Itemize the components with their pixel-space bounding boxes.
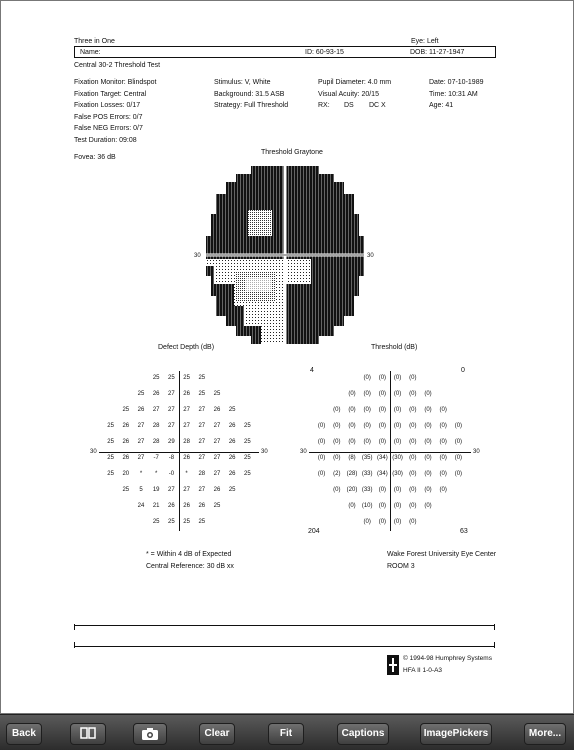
grid-cell: 27 <box>152 407 160 413</box>
grid-cell: (0) <box>333 407 341 413</box>
param: Date: 07-10-1989 <box>429 79 484 86</box>
param: Visual Acuity: 20/15 <box>318 91 379 98</box>
fit-button[interactable]: Fit <box>268 723 304 745</box>
grid-cell: (0) <box>363 407 371 413</box>
grid-cell: 26 <box>168 503 175 509</box>
param: Age: 41 <box>429 102 454 109</box>
param: Fixation Losses: 0/17 <box>74 102 141 109</box>
grid-cell: * <box>185 471 188 477</box>
grid-cell: 25 <box>107 471 114 477</box>
grid-cell: 27 <box>183 423 190 429</box>
grid-cell: 28 <box>198 471 206 477</box>
defect-axis-right: 30 <box>261 449 268 455</box>
grid-cell: 27 <box>213 439 221 445</box>
grid-cell: 26 <box>122 423 130 429</box>
grid-cell: (0) <box>424 391 432 397</box>
grid-cell: (0) <box>317 423 326 429</box>
grid-cell: 25 <box>122 487 130 493</box>
grid-cell: 26 <box>228 439 236 445</box>
grid-cell: (0) <box>424 455 432 461</box>
grid-cell: (35) <box>361 455 373 461</box>
grid-cell: -8 <box>168 455 175 461</box>
grid-cell: 20 <box>122 471 130 477</box>
grid-cell: (0) <box>409 439 417 445</box>
grid-cell: (0) <box>348 391 356 397</box>
grid-cell: 5 <box>139 487 143 493</box>
grid-cell: (0) <box>363 423 371 429</box>
copyright: © 1994-98 Humphrey Systems <box>403 655 492 662</box>
grid-cell: (0) <box>393 519 402 525</box>
grid-cell: (0) <box>424 487 432 493</box>
defect-y-axis <box>179 371 180 531</box>
grid-cell: (0) <box>409 471 417 477</box>
split-view-icon <box>80 727 96 739</box>
patient-box <box>74 46 496 58</box>
grid-cell: (0) <box>378 487 387 493</box>
grid-cell: (0) <box>393 407 402 413</box>
grid-cell: 25 <box>152 375 160 381</box>
grid-cell: (2) <box>333 471 341 477</box>
grid-cell: (0) <box>378 375 387 381</box>
grid-cell: 26 <box>183 503 190 509</box>
patient-id: ID: 60-93-15 <box>305 49 344 56</box>
grid-cell: (0) <box>409 407 417 413</box>
room-label: ROOM 3 <box>387 563 415 570</box>
grid-cell: 27 <box>137 439 145 445</box>
rx-dc: DC X <box>369 102 386 109</box>
grid-cell: (0) <box>348 439 356 445</box>
program-name: Three in One <box>74 38 115 45</box>
grid-cell: 21 <box>152 503 160 509</box>
rx-ds: DS <box>344 102 354 109</box>
param: Stimulus: V, White <box>214 79 271 86</box>
grid-cell: (0) <box>393 503 402 509</box>
grid-cell: (0) <box>439 439 447 445</box>
grid-cell: (0) <box>348 503 356 509</box>
grid-cell: (0) <box>378 519 387 525</box>
defect-title: Defect Depth (dB) <box>158 344 215 351</box>
grid-cell: (0) <box>348 407 356 413</box>
grid-cell: 26 <box>183 391 190 397</box>
grid-cell: (34) <box>377 455 388 461</box>
grid-cell: 26 <box>198 503 206 509</box>
grid-cell: (34) <box>377 471 388 477</box>
param: False POS Errors: 0/7 <box>74 114 143 121</box>
grid-cell: 25 <box>183 519 190 525</box>
grid-cell: 25 <box>183 375 190 381</box>
grid-cell: (10) <box>361 503 373 509</box>
threshold-y-axis <box>390 371 391 531</box>
grid-cell: (0) <box>409 487 417 493</box>
threshold-corner-tr: 0 <box>461 367 465 374</box>
defect-axis-left: 30 <box>90 449 97 455</box>
grid-cell: 27 <box>168 487 175 493</box>
grid-cell: (0) <box>333 423 341 429</box>
graytone-plot <box>206 166 364 344</box>
grid-cell: 25 <box>244 423 251 429</box>
grid-cell: 25 <box>244 455 251 461</box>
grid-cell: (0) <box>393 487 402 493</box>
grid-cell: (0) <box>393 439 402 445</box>
grid-cell: 25 <box>244 439 251 445</box>
split-view-button[interactable] <box>70 723 106 745</box>
grid-cell: (33) <box>361 471 373 477</box>
grid-cell: * <box>155 471 158 477</box>
grid-cell: (0) <box>424 503 432 509</box>
grid-cell: (0) <box>454 423 463 429</box>
grid-cell: (0) <box>454 471 463 477</box>
grid-cell: 25 <box>168 375 175 381</box>
legend-reference: Central Reference: 30 dB xx <box>146 563 234 570</box>
grid-cell: 25 <box>107 439 114 445</box>
grid-cell: 26 <box>137 407 145 413</box>
grid-cell: 27 <box>137 455 145 461</box>
bottom-toolbar <box>0 714 574 750</box>
grid-cell: 25 <box>198 519 206 525</box>
grid-cell: (0) <box>409 519 417 525</box>
threshold-corner-br: 63 <box>460 528 468 535</box>
threshold-corner-tl: 4 <box>310 367 314 374</box>
grid-cell: 25 <box>122 407 130 413</box>
grid-cell: 25 <box>137 391 145 397</box>
param: Pupil Diameter: 4.0 mm <box>318 79 392 86</box>
grid-cell: (0) <box>439 487 447 493</box>
param: Fixation Monitor: Blindspot <box>74 79 157 86</box>
grid-cell: (20) <box>346 487 358 493</box>
grid-cell: (0) <box>393 423 402 429</box>
param: Time: 10:31 AM <box>429 91 478 98</box>
grid-cell: 27 <box>168 391 175 397</box>
grid-cell: 25 <box>228 407 236 413</box>
grid-cell: 27 <box>198 423 206 429</box>
grid-cell: 27 <box>137 423 145 429</box>
grid-cell: (0) <box>333 487 341 493</box>
test-name: Central 30-2 Threshold Test <box>74 62 161 69</box>
grid-cell: 27 <box>183 487 190 493</box>
legend-symbol: * = Within 4 dB of Expected <box>146 551 232 558</box>
grid-cell: 25 <box>213 503 221 509</box>
grid-cell: (0) <box>424 407 432 413</box>
eye-center: Wake Forest University Eye Center <box>387 551 497 558</box>
grid-cell: 29 <box>168 439 175 445</box>
grid-cell: 26 <box>152 391 160 397</box>
grid-cell: (0) <box>439 407 447 413</box>
param: RX: <box>318 102 330 109</box>
grid-cell: 27 <box>198 407 206 413</box>
more-button[interactable]: More... <box>524 723 566 745</box>
grid-cell: -0 <box>168 471 175 477</box>
grid-cell: (0) <box>439 423 447 429</box>
grid-cell: (30) <box>392 471 403 477</box>
grid-cell: (0) <box>409 375 417 381</box>
grid-cell: (0) <box>317 439 326 445</box>
grid-cell: (8) <box>348 455 356 461</box>
back-button[interactable]: Back <box>6 723 42 745</box>
grid-cell: (0) <box>363 391 371 397</box>
grid-cell: (0) <box>424 439 432 445</box>
grid-cell: (0) <box>409 423 417 429</box>
comment-box <box>74 625 495 647</box>
grid-cell: (0) <box>378 423 387 429</box>
eye-label: Eye: Left <box>411 38 439 45</box>
threshold-axis-left: 30 <box>300 449 307 455</box>
grid-cell: 26 <box>228 471 236 477</box>
grid-cell: 28 <box>152 423 160 429</box>
fovea-value: Fovea: 36 dB <box>74 154 116 161</box>
camera-icon <box>141 727 159 741</box>
grid-cell: (0) <box>363 519 371 525</box>
param: False NEG Errors: 0/7 <box>74 125 143 132</box>
threshold-corner-bl: 204 <box>308 528 320 535</box>
grid-cell: 25 <box>198 375 206 381</box>
clear-button[interactable]: Clear <box>199 723 235 745</box>
grid-cell: 25 <box>152 519 160 525</box>
grid-cell: 26 <box>213 487 221 493</box>
grid-cell: 26 <box>213 407 221 413</box>
grid-cell: 26 <box>183 455 190 461</box>
param: Fixation Target: Central <box>74 91 147 98</box>
grid-cell: (0) <box>333 439 341 445</box>
grid-cell: (0) <box>363 375 371 381</box>
grid-cell: (28) <box>346 471 358 477</box>
grid-cell: 27 <box>213 423 221 429</box>
grid-cell: 25 <box>198 391 206 397</box>
grid-cell: 24 <box>137 503 145 509</box>
grid-cell: 25 <box>244 471 251 477</box>
grid-cell: 25 <box>168 519 175 525</box>
grid-cell: (0) <box>424 471 432 477</box>
grid-cell: * <box>139 471 143 477</box>
grid-cell: (0) <box>424 423 432 429</box>
grid-cell: (0) <box>409 455 417 461</box>
graytone-title: Threshold Graytone <box>261 149 323 156</box>
grid-cell: (0) <box>439 455 447 461</box>
grid-cell: 26 <box>122 439 130 445</box>
grid-cell: 25 <box>107 455 114 461</box>
threshold-title: Threshold (dB) <box>371 344 418 351</box>
grid-cell: 25 <box>213 391 221 397</box>
grid-cell: 25 <box>107 423 114 429</box>
grid-cell: (0) <box>454 455 463 461</box>
grid-cell: 27 <box>213 455 221 461</box>
grid-cell: (33) <box>361 487 373 493</box>
patient-dob: DOB: 11-27-1947 <box>410 49 465 56</box>
grid-cell: (0) <box>409 503 417 509</box>
graytone-axis-left: 30 <box>194 253 201 259</box>
grid-cell: (0) <box>317 471 326 477</box>
grid-cell: 27 <box>213 471 221 477</box>
grid-cell: 28 <box>183 439 190 445</box>
grid-cell: (0) <box>409 391 417 397</box>
grid-cell: 27 <box>183 407 190 413</box>
threshold-axis-right: 30 <box>473 449 480 455</box>
param: Test Duration: 09:08 <box>74 137 137 144</box>
grid-cell: 27 <box>198 439 206 445</box>
grid-cell: (0) <box>393 391 402 397</box>
grid-cell: (0) <box>363 439 371 445</box>
grid-cell: 26 <box>122 455 130 461</box>
grid-cell: (30) <box>392 455 403 461</box>
graytone-axis-right: 30 <box>367 253 374 259</box>
captions-button[interactable]: Captions <box>337 723 389 745</box>
humphrey-logo <box>387 655 399 675</box>
grid-cell: 25 <box>228 487 236 493</box>
grid-cell: (0) <box>378 439 387 445</box>
grid-cell: (0) <box>393 375 402 381</box>
grid-cell: (0) <box>317 455 326 461</box>
grid-cell: 26 <box>228 423 236 429</box>
grid-cell: 27 <box>168 407 175 413</box>
grid-cell: (0) <box>439 471 447 477</box>
imagepickers-button[interactable]: ImagePickers <box>420 723 492 745</box>
grid-cell: 19 <box>152 487 160 493</box>
grid-cell: 27 <box>198 455 206 461</box>
grid-cell: 27 <box>198 487 206 493</box>
grid-cell: (0) <box>378 407 387 413</box>
grid-cell: (0) <box>333 455 341 461</box>
grid-cell: (0) <box>454 439 463 445</box>
param: Strategy: Full Threshold <box>214 102 289 109</box>
grid-cell: (0) <box>378 503 387 509</box>
grid-cell: 26 <box>228 455 236 461</box>
name-label: Name: <box>80 49 101 56</box>
grid-cell: -7 <box>153 455 159 461</box>
model-version: HFA II 1-0-A3 <box>403 667 443 674</box>
grid-cell: 27 <box>168 423 175 429</box>
grid-cell: (0) <box>348 423 356 429</box>
param: Background: 31.5 ASB <box>214 91 285 98</box>
grid-cell: (0) <box>378 391 387 397</box>
grid-cell: 28 <box>152 439 160 445</box>
camera-button[interactable] <box>133 723 167 745</box>
